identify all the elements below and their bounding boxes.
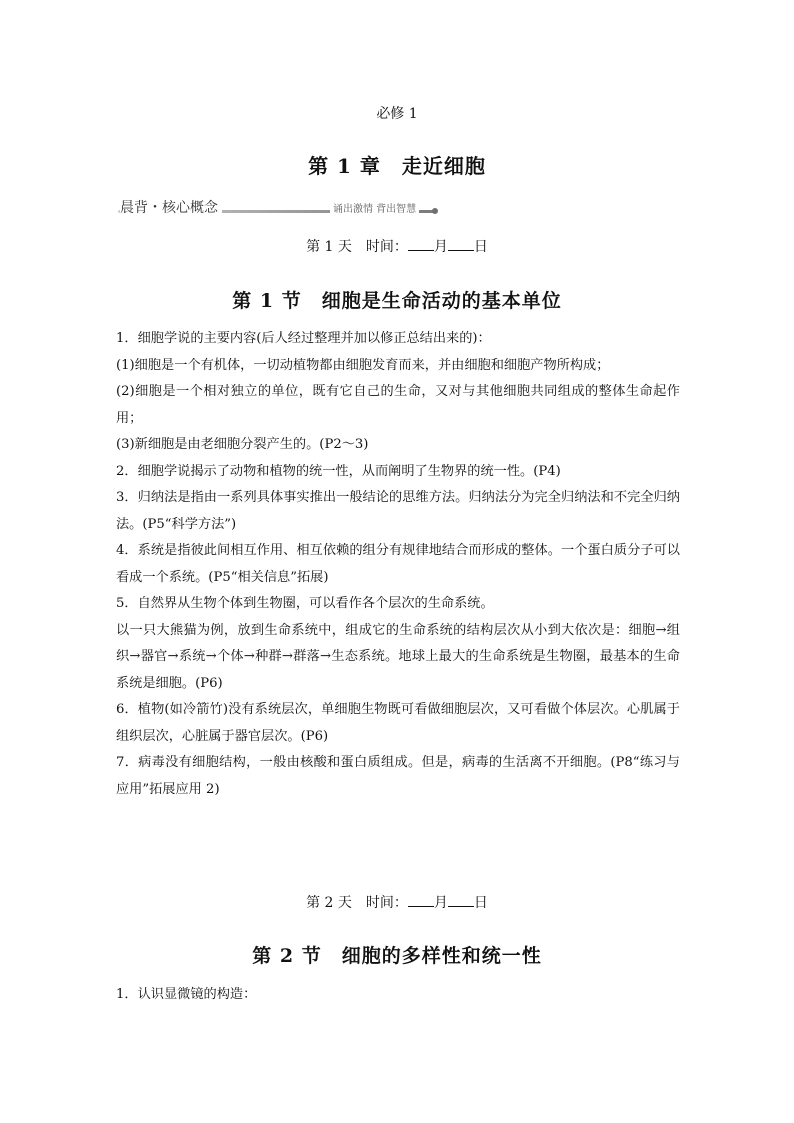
paragraph: 7．病毒没有细胞结构，一般由核酸和蛋白质组成。但是，病毒的生活离不开细胞。(P8“练习与应用”拓展应用 2)	[116, 755, 680, 797]
banner-title: 晨背・核心概念	[120, 197, 222, 217]
day-2-day: 日	[473, 895, 488, 911]
day-1-prefix: 第 1 天 时间：	[306, 239, 408, 255]
paragraph: 5．自然界从生物个体到生物圈，可以看作各个层次的生命系统。	[116, 596, 494, 611]
banner-motto: 诵出激情 背出智慧	[330, 200, 419, 215]
day-blank	[448, 894, 474, 907]
day-2-prefix: 第 2 天 时间：	[306, 895, 408, 911]
section-2-body	[116, 982, 680, 1009]
paragraph: 1．认识显微镜的构造：	[116, 987, 257, 1002]
day-1-line	[0, 236, 794, 256]
day-2-month: 月	[433, 895, 448, 911]
day-blank	[448, 238, 474, 251]
month-blank	[408, 894, 434, 907]
banner-dot-icon	[432, 208, 438, 214]
day-2-line	[0, 892, 794, 912]
paragraph: 以一只大熊猫为例，放到生命系统中，组成它的生命系统的结构层次从小到大依次是：细胞→组织→器官→系统→个体→种群→群落→生态系统。地球上最大的生命系统是生物圈，最基本的生命系统是细胞。(P6)	[116, 622, 680, 691]
day-1-day: 日	[473, 239, 488, 255]
paragraph: 2．细胞学说揭示了动物和植物的统一性，从而阐明了生物界的统一性。(P4)	[116, 463, 561, 479]
paragraph: 3．归纳法是指由一系列具体事实推出一般结论的思维方法。归纳法分为完全归纳法和不完全归纳法。(P5“科学方法”)	[116, 490, 680, 532]
chapter-title: 第 1 章 走近细胞	[308, 154, 486, 178]
day-1-month: 月	[433, 239, 448, 255]
month-blank	[408, 238, 434, 251]
section-banner	[118, 197, 440, 219]
paragraph: (2)细胞是一个相对独立的单位，既有它自己的生命，又对与其他细胞共同组成的整体生命起作用；	[116, 384, 680, 426]
paragraph: 6．植物(如冷箭竹)没有系统层次，单细胞生物既可看做细胞层次，又可看做个体层次。心肌属于组织层次，心脏属于器官层次。(P6)	[116, 702, 680, 744]
section-1-title: 第 1 节 细胞是生命活动的基本单位	[232, 290, 562, 312]
paragraph: 4．系统是指彼此间相互作用、相互依赖的组分有规律地结合而形成的整体。一个蛋白质分子可以看成一个系统。(P5“相关信息”拓展)	[116, 543, 680, 585]
paragraph: 1．细胞学说的主要内容(后人经过整理并加以修正总结出来的)：	[116, 331, 491, 346]
paragraph: (1)细胞是一个有机体，一切动植物都由细胞发育而来，并由细胞和细胞产物所构成；	[116, 357, 610, 373]
section-1-body	[116, 326, 680, 803]
paragraph: (3)新细胞是由老细胞分裂产生的。(P2～3)	[116, 437, 369, 452]
section-2-title: 第 2 节 细胞的多样性和统一性	[252, 945, 542, 967]
header-label: 必修 1	[376, 106, 418, 122]
